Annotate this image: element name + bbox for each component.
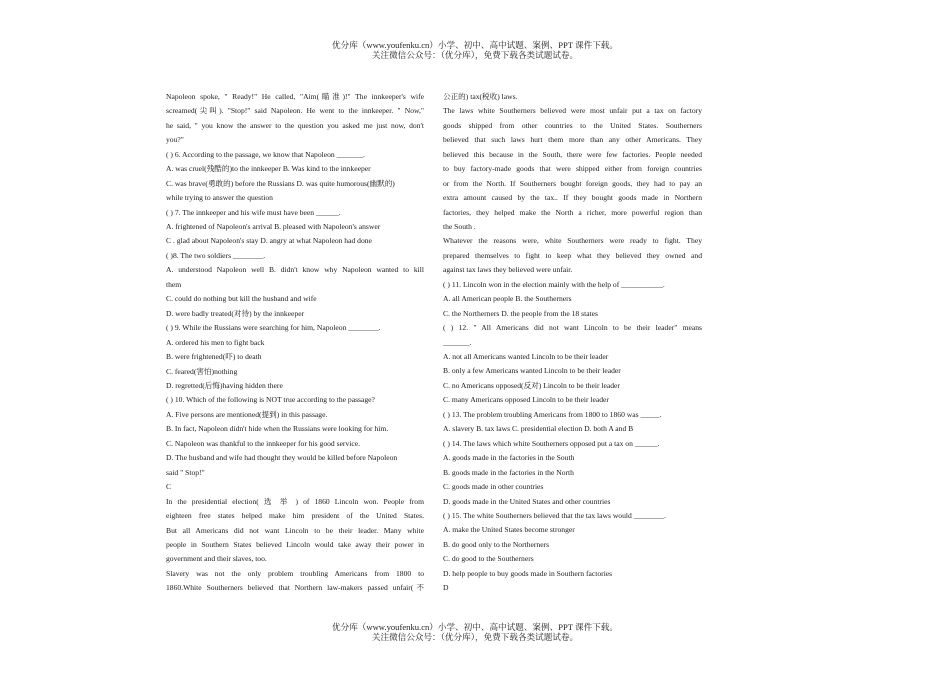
text-line: ( ) 15. The white Southerners believed that the tax laws would ________.	[443, 510, 666, 520]
text-line: A. frightened of Napoleon's arrival B. pleased with Napoleon's answer	[166, 222, 381, 232]
text-line: The laws white Southerners believed were most unfair put a tax on factory	[443, 106, 702, 116]
text-line: the South .	[443, 221, 476, 231]
text-line: ( ) 12. " All Americans did not want Lincoln to be their leader" means	[443, 323, 702, 333]
text-line: A. goods made in the factories in the South	[443, 453, 575, 463]
text-line: C . glad about Napoleon's stay D. angry at what Napoleon had done	[166, 236, 372, 246]
text-line: 公正的) tax(税收) laws.	[443, 92, 518, 101]
text-line: D. help people to buy goods made in Southern factories	[443, 568, 613, 578]
right-column	[443, 90, 702, 596]
text-line: In the presidential election( 选 举 ) of 1860 Lincoln won. People from	[166, 496, 424, 506]
text-line: goods shipped from other countries to the United States. Southerners	[443, 120, 702, 130]
text-line: A. Five persons are mentioned(提到) in this passage.	[166, 409, 328, 419]
text-line: Napoleon spoke, " Ready!" He called, "Aim(瞄准)!" The innkeeper's wife	[166, 92, 424, 101]
text-line: believed this because in the South, there were few factories. People needed	[443, 149, 702, 159]
page-header	[0, 40, 950, 60]
text-line: against tax laws they believed were unfair.	[443, 265, 573, 275]
text-line: said " Stop!"	[166, 467, 205, 477]
text-line: D. were badly treated(对待) by the innkeeper	[166, 308, 305, 318]
text-line: 1860.White Southerners believed that Northern law-makers passed unfair(不	[166, 583, 424, 593]
text-line: A. understood Napoleon well B. didn't know why Napoleon wanted to kill	[166, 265, 424, 275]
text-line: government and their slaves, too.	[166, 554, 267, 564]
text-line: eighteen free states helped make him president of the United States.	[166, 511, 424, 521]
text-line: ( ) 11. Lincoln won in the election mainly with the help of ___________.	[443, 279, 665, 289]
text-line: C. do good to the Southerners	[443, 554, 534, 564]
text-line: B. were frightened(吓) to death	[166, 352, 262, 362]
text-line: A. make the United States become stronger	[443, 525, 575, 535]
text-line: while trying to answer the question	[166, 193, 273, 203]
text-line: people in Southern States believed Lincoln would take away their power in	[166, 539, 424, 549]
page-footer	[0, 622, 950, 642]
text-line: B. only a few Americans wanted Lincoln to be their leader	[443, 366, 621, 376]
text-line: D. regretted(后悔)having hidden there	[166, 381, 283, 390]
text-line: C. was brave(勇敢的) before the Russians D. was quite humorous(幽默的)	[166, 178, 395, 188]
text-line: A. ordered his men to fight back	[166, 337, 265, 347]
text-line: But all Americans did not want Lincoln to be their leader. Many white	[166, 525, 424, 535]
text-line: ( )8. The two soldiers ________.	[166, 250, 266, 260]
text-line: B. In fact, Napoleon didn't hide when the Russians were looking for him.	[166, 424, 389, 434]
text-line: C. no Americans opposed(反对) Lincoln to be their leader	[443, 380, 620, 390]
text-line: C	[166, 482, 172, 492]
text-line: ( ) 10. Which of the following is NOT true according to the passage?	[166, 395, 375, 405]
text-line: C. could do nothing but kill the husband and wife	[166, 294, 317, 304]
text-line: C. goods made in other countries	[443, 482, 544, 492]
text-line: factories, they helped make the North a richer, more powerful region than	[443, 207, 702, 217]
text-line: D. goods made in the United States and other countries	[443, 496, 611, 506]
text-line: them	[166, 279, 182, 289]
text-line: ( ) 13. The problem troubling Americans from 1800 to 1860 was _____.	[443, 409, 662, 419]
text-line: A. was cruel(残酷的)to the innkeeper B. Was kind to the innkeeper	[166, 164, 371, 174]
text-line: extra amount caused by the tax.. If they bought goods made in Northern	[443, 193, 702, 203]
text-line: ( ) 9. While the Russians were searching for him, Napoleon ________.	[166, 323, 381, 333]
text-line: ( ) 6. According to the passage, we know that Napoleon _______.	[166, 149, 366, 159]
text-line: to buy factory-made goods that were shipped either from foreign countries	[443, 164, 702, 174]
text-line: D	[443, 583, 449, 593]
text-line: C. feared(害怕)nothing	[166, 366, 238, 376]
footer-line-2: 关注微信公众号：（优分库），免费下载各类试题试卷。	[371, 632, 579, 642]
text-line: A. not all Americans wanted Lincoln to be their leader	[443, 351, 609, 361]
text-line: he said, " you know the answer to the question you asked me just now, don't	[166, 120, 424, 130]
text-line: A. all American people B. the Southerners	[443, 294, 572, 304]
text-line: C. many Americans opposed Lincoln to be their leader	[443, 395, 609, 405]
text-line: prepared themselves to fight to keep what they believed they owned and	[443, 250, 702, 260]
text-line: B. goods made in the factories in the North	[443, 467, 574, 477]
text-line: or from the North. If Southerners bought foreign goods, they had to pay an	[443, 178, 702, 188]
text-line: Whatever the reasons were, white Southerners were ready to fight. They	[443, 236, 702, 246]
text-line: D. The husband and wife had thought they would be killed before Napoleon	[166, 453, 398, 463]
header-line-2: 关注微信公众号：（优分库），免费下载各类试题试卷。	[371, 50, 579, 60]
text-line: A. slavery B. tax laws C. presidential election D. both A and B	[443, 424, 634, 434]
text-line: screamed(尖叫). "Stop!" said Napoleon. He went to the innkeeper. " Now,"	[166, 106, 424, 116]
footer-line-1: 优分库（www.youfenku.cn）小学、初中、高中试题、案例、PPT 课件下载。	[332, 622, 618, 632]
left-column	[166, 90, 424, 596]
text-line: ( ) 14. The laws which white Southerners opposed put a tax on ______.	[443, 438, 660, 448]
text-line: ( ) 7. The innkeeper and his wife must have been ______.	[166, 207, 341, 217]
text-line: you?"	[166, 135, 184, 145]
text-line: C. the Northerners D. the people from the 18 states	[443, 308, 598, 318]
text-line: B. do good only to the Northerners	[443, 539, 550, 549]
text-line: Slavery was not the only problem troubling Americans from 1800 to	[166, 568, 424, 578]
text-line: C. Napoleon was thankful to the innkeeper for his good service.	[166, 438, 361, 448]
header-line-1: 优分库（www.youfenku.cn）小学、初中、高中试题、案例、PPT 课件下载。	[332, 40, 618, 50]
text-line: _______.	[443, 337, 472, 347]
text-line: believed that such laws hurt them more than any other Americans. They	[443, 135, 702, 145]
